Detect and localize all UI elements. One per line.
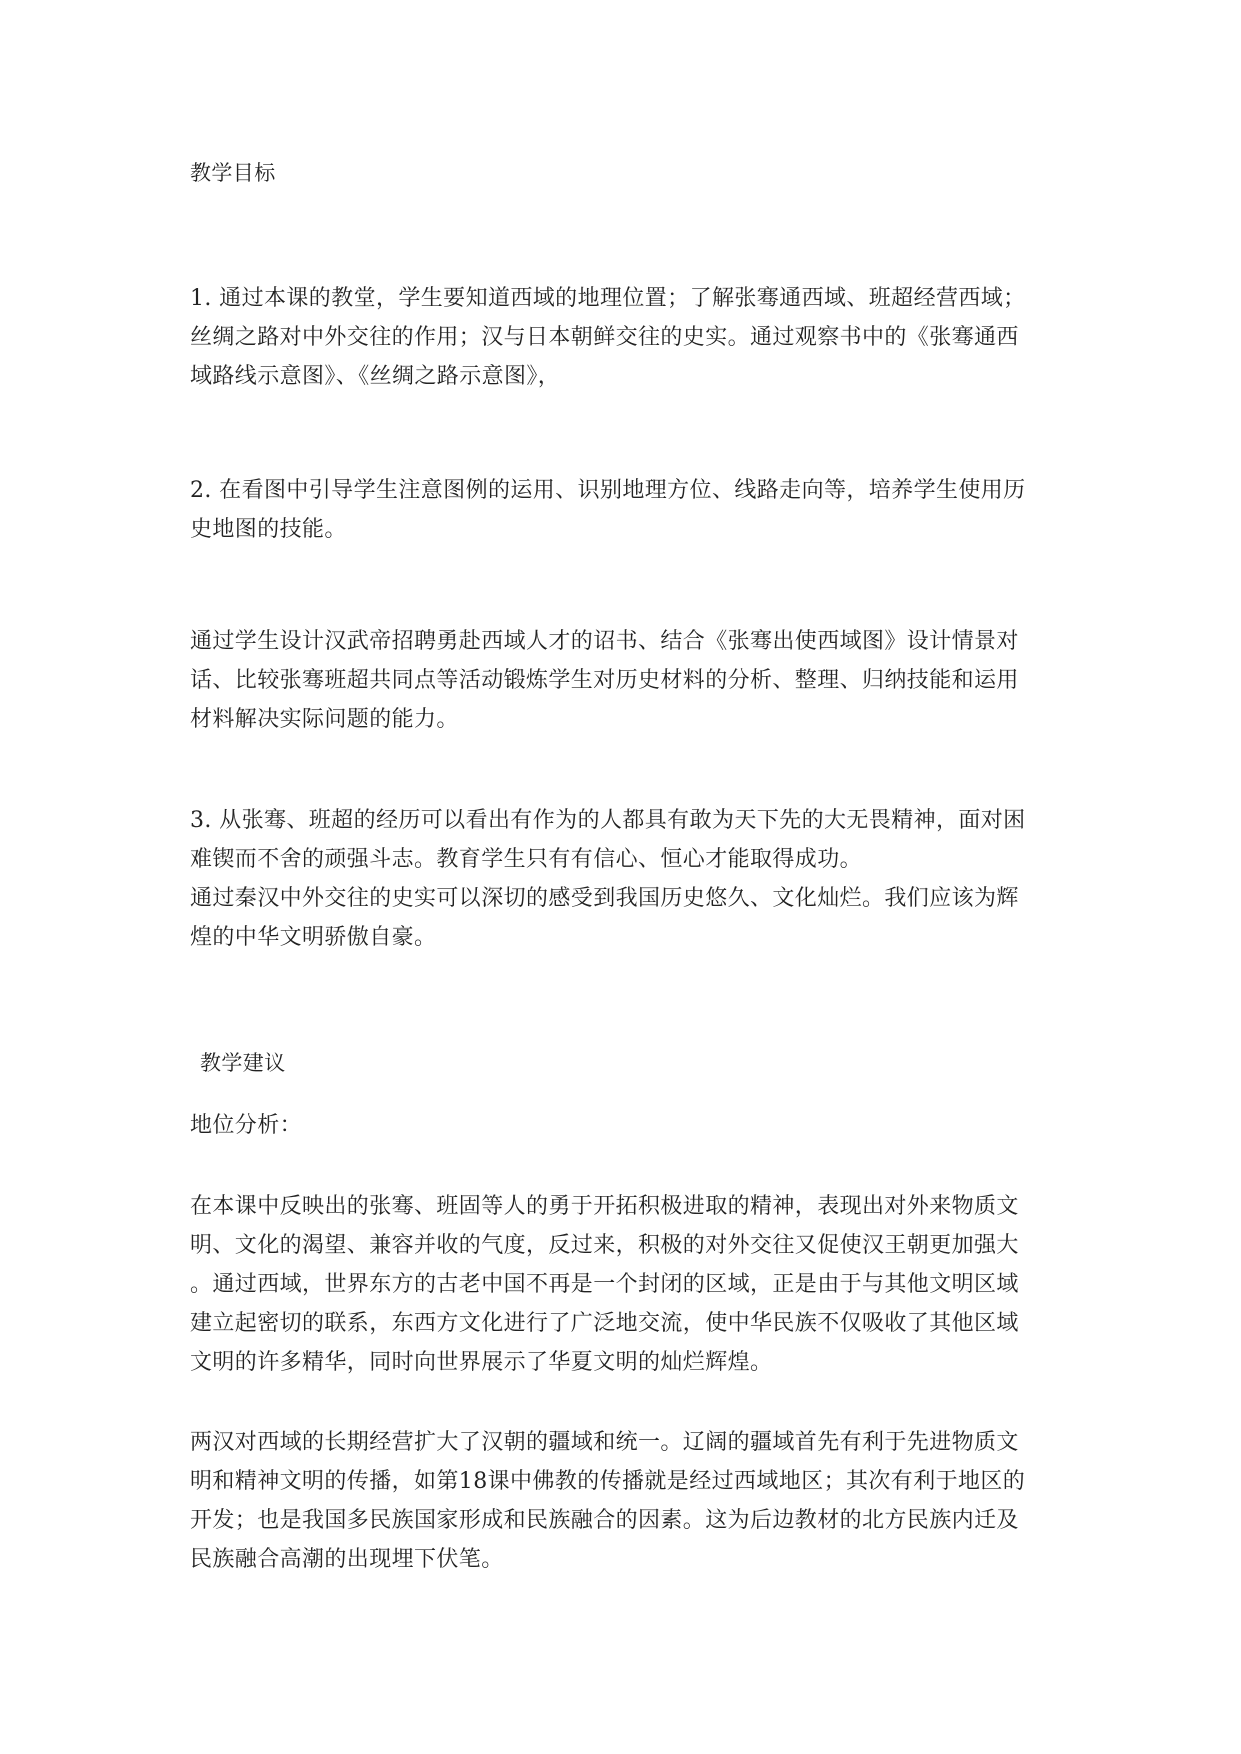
subheading-text: 地位分析： [190, 1113, 303, 1138]
paragraph-line: 域路线示意图》、《丝绸之路示意图》， [190, 364, 561, 389]
paragraph-line: 民族融合高潮的出现埋下伏笔。 [190, 1547, 504, 1572]
paragraph-line: 史地图的技能。 [190, 517, 347, 542]
paragraph-line: 明和精神文明的传播，如第18课中佛教的传播就是经过西域地区；其次有利于地区的 [190, 1469, 1026, 1494]
paragraph-line: 建立起密切的联系，东西方文化进行了广泛地交流，使中华民族不仅吸收了其他区域 [190, 1311, 1019, 1336]
section-heading-teaching-suggestions [200, 1044, 1052, 1083]
paragraph-line: 在本课中反映出的张骞、班固等人的勇于开拓积极进取的精神，表现出对外来物质文 [190, 1194, 1019, 1219]
paragraph-line: 话、比较张骞班超共同点等活动锻炼学生对历史材料的分析、整理、归纳技能和运用 [190, 668, 1019, 693]
subheading-position-analysis [190, 1106, 1042, 1145]
paragraph-analysis-1 [190, 1187, 1042, 1382]
paragraph-analysis-2 [190, 1423, 1042, 1579]
paragraph-line: 1. 通过本课的教堂，学生要知道西域的地理位置；了解张骞通西域、班超经营西域； [190, 286, 1026, 311]
paragraph-line: 明、文化的渴望、兼容并收的气度，反过来，积极的对外交往又促使汉王朝更加强大 [190, 1233, 1019, 1258]
paragraph-line: 两汉对西域的长期经营扩大了汉朝的疆域和统一。辽阔的疆域首先有利于先进物质文 [190, 1430, 1019, 1455]
section-heading-teaching-goals [190, 154, 1042, 193]
paragraph-line: 丝绸之路对中外交往的作用；汉与日本朝鲜交往的史实。通过观察书中的《张骞通西 [190, 325, 1019, 350]
paragraph-goal-1 [190, 279, 1042, 396]
paragraph-line: 。通过西域，世界东方的古老中国不再是一个封闭的区域，正是由于与其他文明区域 [190, 1272, 1019, 1297]
paragraph-line: 难锲而不舍的顽强斗志。教育学生只有有信心、恒心才能取得成功。 [190, 847, 863, 872]
paragraph-goal-3 [190, 801, 1042, 957]
paragraph-line: 煌的中华文明骄傲自豪。 [190, 925, 437, 950]
paragraph-line: 开发；也是我国多民族国家形成和民族融合的因素。这为后边教材的北方民族内迁及 [190, 1508, 1019, 1533]
paragraph-line: 3. 从张骞、班超的经历可以看出有作为的人都具有敢为天下先的大无畏精神，面对困 [190, 808, 1026, 833]
paragraph-goal-activities [190, 622, 1042, 739]
paragraph-line: 材料解决实际问题的能力。 [190, 707, 459, 732]
paragraph-line: 通过秦汉中外交往的史实可以深切的感受到我国历史悠久、文化灿烂。我们应该为辉 [190, 886, 1019, 911]
heading-text: 教学建议 [200, 1051, 286, 1075]
paragraph-line: 通过学生设计汉武帝招聘勇赴西域人才的诏书、结合《张骞出使西域图》设计情景对 [190, 629, 1019, 654]
paragraph-line: 2. 在看图中引导学生注意图例的运用、识别地理方位、线路走向等，培养学生使用历 [190, 478, 1026, 503]
paragraph-line: 文明的许多精华，同时向世界展示了华夏文明的灿烂辉煌。 [190, 1350, 773, 1375]
heading-text: 教学目标 [190, 161, 276, 185]
paragraph-goal-2 [190, 471, 1042, 549]
